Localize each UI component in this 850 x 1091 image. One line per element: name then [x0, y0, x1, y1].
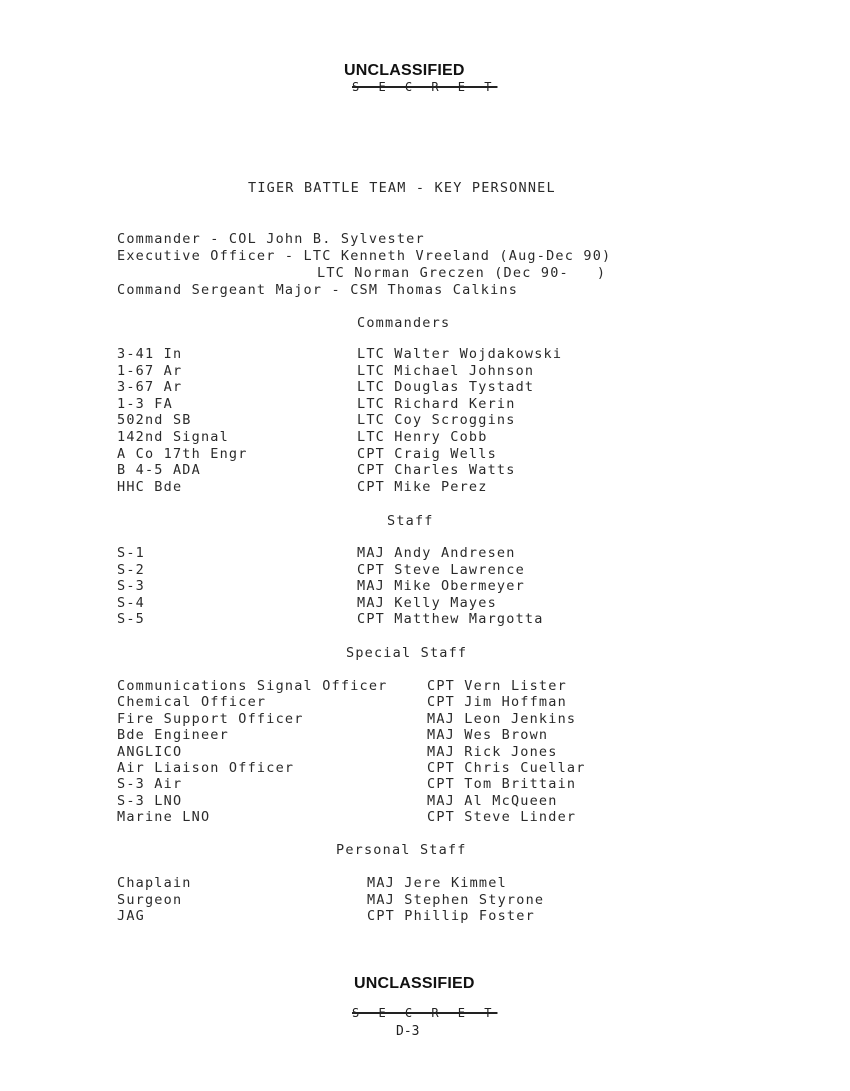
- csm-line: Command Sergeant Major - CSM Thomas Calkins: [117, 282, 519, 298]
- personal-staff-heading: Personal Staff: [336, 842, 467, 858]
- roster-row: [0, 611, 850, 627]
- commanders-heading: Commanders: [357, 315, 451, 331]
- roster-row: [0, 694, 850, 710]
- roster-unit: S-3: [117, 578, 145, 595]
- roster-name: LTC Douglas Tystadt: [357, 379, 535, 396]
- roster-row: [0, 479, 850, 495]
- staff-heading: Staff: [387, 513, 434, 529]
- xo-line-2: LTC Norman Greczen (Dec 90- ): [317, 265, 607, 281]
- roster-unit: S-4: [117, 594, 145, 611]
- header-struck-marking: S E C R E T: [352, 80, 498, 94]
- roster-name: MAJ Rick Jones: [427, 743, 558, 760]
- xo-line-1: Executive Officer - LTC Kenneth Vreeland (Aug-Dec 90): [117, 248, 612, 264]
- roster-unit: A Co 17th Engr: [117, 445, 248, 462]
- roster-unit: 1-67 Ar: [117, 362, 183, 379]
- roster-unit: Fire Support Officer: [117, 710, 304, 727]
- header-classification: UNCLASSIFIED: [344, 62, 465, 79]
- roster-row: [0, 760, 850, 776]
- roster-name: MAJ Leon Jenkins: [427, 710, 577, 727]
- roster-unit: Surgeon: [117, 891, 183, 908]
- roster-name: CPT Mike Perez: [357, 478, 488, 495]
- roster-name: LTC Coy Scroggins: [357, 412, 516, 429]
- roster-unit: 3-41 In: [117, 346, 183, 362]
- roster-row: [0, 578, 850, 594]
- document-title: TIGER BATTLE TEAM - KEY PERSONNEL: [248, 180, 556, 196]
- roster-unit: S-2: [117, 561, 145, 578]
- roster-row: [0, 429, 850, 445]
- roster-name: CPT Vern Lister: [427, 678, 567, 694]
- roster-row: [0, 346, 850, 362]
- roster-row: [0, 776, 850, 792]
- page-number: D-3: [396, 1024, 420, 1039]
- roster-row: [0, 396, 850, 412]
- roster-name: MAJ Kelly Mayes: [357, 594, 497, 611]
- roster-unit: Marine LNO: [117, 809, 211, 826]
- roster-name: LTC Walter Wojdakowski: [357, 346, 563, 362]
- roster-unit: Communications Signal Officer: [117, 678, 388, 694]
- roster-row: [0, 595, 850, 611]
- roster-unit: Bde Engineer: [117, 727, 229, 744]
- roster-name: MAJ Wes Brown: [427, 727, 549, 744]
- roster-name: LTC Richard Kerin: [357, 395, 516, 412]
- roster-name: CPT Matthew Margotta: [357, 611, 544, 628]
- roster-name: CPT Chris Cuellar: [427, 760, 586, 776]
- roster-unit: 1-3 FA: [117, 395, 173, 412]
- roster-name: MAJ Jere Kimmel: [367, 875, 507, 891]
- roster-row: [0, 412, 850, 428]
- special-staff-heading: Special Staff: [346, 645, 468, 661]
- roster-unit: S-3 LNO: [117, 792, 183, 809]
- roster-unit: JAG: [117, 908, 145, 925]
- roster-name: MAJ Andy Andresen: [357, 545, 516, 561]
- roster-row: [0, 744, 850, 760]
- roster-row: [0, 545, 850, 561]
- roster-row: [0, 793, 850, 809]
- footer-struck-marking: S E C R E T: [352, 1006, 498, 1020]
- roster-row: [0, 562, 850, 578]
- roster-name: CPT Steve Linder: [427, 809, 577, 826]
- roster-name: CPT Steve Lawrence: [357, 561, 525, 578]
- roster-row: [0, 711, 850, 727]
- roster-unit: 3-67 Ar: [117, 379, 183, 396]
- roster-unit: Chaplain: [117, 875, 192, 891]
- roster-row: [0, 809, 850, 825]
- roster-name: MAJ Stephen Styrone: [367, 891, 545, 908]
- roster-unit: 142nd Signal: [117, 429, 229, 445]
- roster-name: CPT Tom Brittain: [427, 776, 577, 793]
- roster-unit: S-3 Air: [117, 776, 183, 793]
- roster-name: MAJ Mike Obermeyer: [357, 578, 525, 595]
- roster-name: CPT Craig Wells: [357, 445, 497, 462]
- roster-unit: Air Liaison Officer: [117, 760, 295, 776]
- roster-unit: S-5: [117, 611, 145, 628]
- roster-row: [0, 462, 850, 478]
- roster-name: CPT Phillip Foster: [367, 908, 535, 925]
- roster-unit: HHC Bde: [117, 478, 183, 495]
- roster-row: [0, 908, 850, 924]
- roster-name: CPT Charles Watts: [357, 462, 516, 479]
- roster-name: LTC Henry Cobb: [357, 429, 488, 445]
- roster-unit: S-1: [117, 545, 145, 561]
- roster-name: CPT Jim Hoffman: [427, 694, 567, 711]
- roster-name: MAJ Al McQueen: [427, 792, 558, 809]
- roster-unit: B 4-5 ADA: [117, 462, 201, 479]
- roster-row: [0, 727, 850, 743]
- roster-row: [0, 875, 850, 891]
- roster-row: [0, 446, 850, 462]
- roster-row: [0, 363, 850, 379]
- roster-row: [0, 678, 850, 694]
- commander-line: Commander - COL John B. Sylvester: [117, 231, 425, 247]
- roster-unit: Chemical Officer: [117, 694, 267, 711]
- roster-row: [0, 892, 850, 908]
- roster-unit: 502nd SB: [117, 412, 192, 429]
- roster-unit: ANGLICO: [117, 743, 183, 760]
- roster-row: [0, 379, 850, 395]
- roster-name: LTC Michael Johnson: [357, 362, 535, 379]
- footer-classification: UNCLASSIFIED: [354, 975, 475, 992]
